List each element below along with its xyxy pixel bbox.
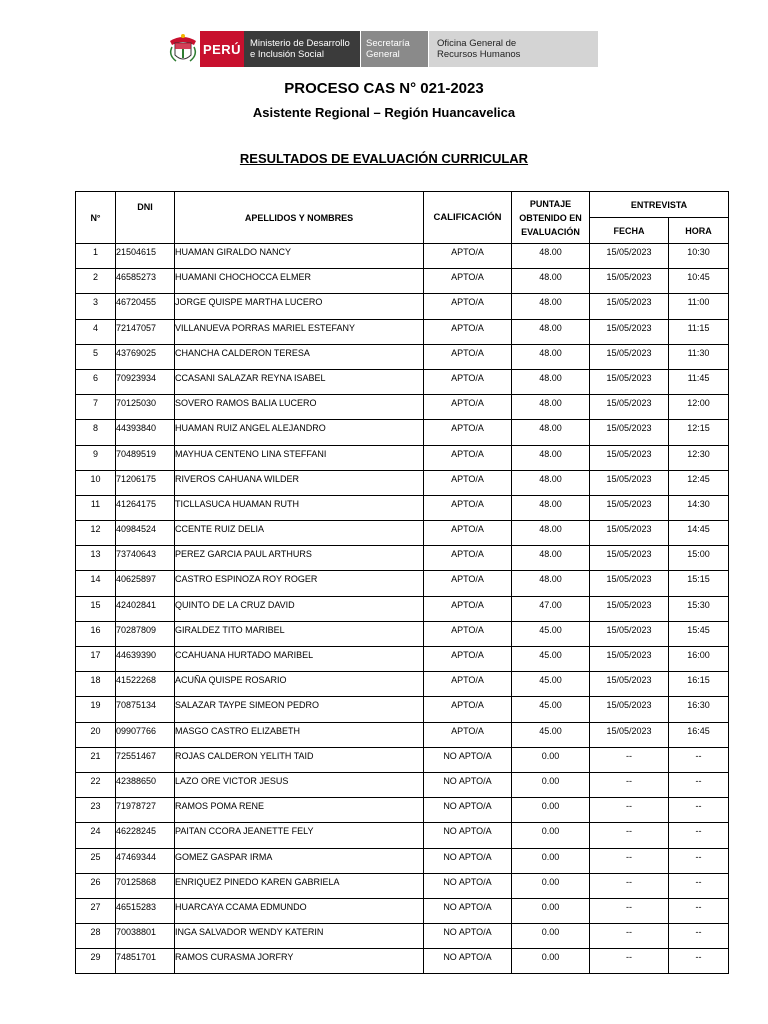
table-row [76,420,729,445]
row-hora: 11:30 [669,344,729,369]
row-hora: 12:45 [669,470,729,495]
row-fecha: 15/05/2023 [590,672,669,697]
row-number: 3 [76,294,116,319]
row-fecha: 15/05/2023 [590,596,669,621]
logo-ministry [244,31,360,67]
table-row [76,747,729,772]
table-row [76,848,729,873]
logo-peru: PERÚ [200,31,244,67]
row-number: 21 [76,747,116,772]
row-dni: 70287809 [116,621,175,646]
row-number: 28 [76,924,116,949]
row-hora: 14:45 [669,521,729,546]
row-number: 27 [76,898,116,923]
row-fecha: 15/05/2023 [590,319,669,344]
row-hora: -- [669,873,729,898]
logo-oficina [428,31,598,67]
table-row [76,344,729,369]
row-name: CCASANI SALAZAR REYNA ISABEL [175,369,424,394]
header-logo-bar [166,31,598,67]
row-hora: 14:30 [669,495,729,520]
row-dni: 09907766 [116,722,175,747]
table-row [76,369,729,394]
row-calificacion: APTO/A [424,269,512,294]
row-fecha: -- [590,772,669,797]
row-fecha: -- [590,898,669,923]
row-calificacion: APTO/A [424,697,512,722]
row-name: INGA SALVADOR WENDY KATERIN [175,924,424,949]
row-number: 10 [76,470,116,495]
row-puntaje: 45.00 [512,621,590,646]
row-calificacion: APTO/A [424,546,512,571]
row-hora: -- [669,823,729,848]
row-dni: 46515283 [116,898,175,923]
row-name: CCENTE RUIZ DELIA [175,521,424,546]
row-name: CHANCHA CALDERON TERESA [175,344,424,369]
row-calificacion: NO APTO/A [424,772,512,797]
row-hora: 16:30 [669,697,729,722]
table-row [76,521,729,546]
table-row [76,672,729,697]
row-hora: -- [669,949,729,974]
row-hora: -- [669,798,729,823]
table-row [76,924,729,949]
row-name: HUAMAN GIRALDO NANCY [175,244,424,269]
header-name: APELLIDOS Y NOMBRES [175,192,424,244]
ministry-line-1: Ministerio de Desarrollo [250,38,350,49]
row-hora: 15:15 [669,571,729,596]
row-number: 26 [76,873,116,898]
table-row [76,244,729,269]
row-dni: 74851701 [116,949,175,974]
row-name: LAZO ORE VICTOR JESUS [175,772,424,797]
row-dni: 70923934 [116,369,175,394]
row-calificacion: APTO/A [424,445,512,470]
row-hora: 11:45 [669,369,729,394]
row-fecha: -- [590,848,669,873]
table-row [76,395,729,420]
row-puntaje: 48.00 [512,319,590,344]
table-row [76,470,729,495]
table-row [76,445,729,470]
row-number: 20 [76,722,116,747]
row-hora: 15:30 [669,596,729,621]
row-calificacion: APTO/A [424,722,512,747]
table-row [76,596,729,621]
row-number: 25 [76,848,116,873]
table-row [76,798,729,823]
row-hora: 12:15 [669,420,729,445]
row-puntaje: 47.00 [512,596,590,621]
row-dni: 40984524 [116,521,175,546]
row-hora: -- [669,747,729,772]
row-puntaje: 0.00 [512,772,590,797]
header-calificacion: CALIFICACIÓN [424,192,512,244]
table-row [76,621,729,646]
row-name: SOVERO RAMOS BALIA LUCERO [175,395,424,420]
row-puntaje: 45.00 [512,697,590,722]
row-name: TICLLASUCA HUAMAN RUTH [175,495,424,520]
row-calificacion: NO APTO/A [424,924,512,949]
row-dni: 73740643 [116,546,175,571]
row-number: 4 [76,319,116,344]
row-dni: 46585273 [116,269,175,294]
row-dni: 21504615 [116,244,175,269]
row-name: ROJAS CALDERON YELITH TAID [175,747,424,772]
row-dni: 71978727 [116,798,175,823]
row-hora: -- [669,772,729,797]
table-row [76,571,729,596]
table-row [76,294,729,319]
row-puntaje: 48.00 [512,495,590,520]
row-number: 11 [76,495,116,520]
secretaria-line-1: Secretaría [366,38,410,49]
peru-coat-of-arms-icon [166,31,200,67]
table-row [76,495,729,520]
row-dni: 46228245 [116,823,175,848]
row-puntaje: 0.00 [512,898,590,923]
table-row [76,873,729,898]
row-calificacion: APTO/A [424,244,512,269]
table-row [76,269,729,294]
row-calificacion: NO APTO/A [424,949,512,974]
row-number: 24 [76,823,116,848]
row-fecha: 15/05/2023 [590,445,669,470]
row-hora: 10:45 [669,269,729,294]
row-name: VILLANUEVA PORRAS MARIEL ESTEFANY [175,319,424,344]
row-hora: -- [669,924,729,949]
oficina-line-2: Recursos Humanos [437,49,521,60]
row-calificacion: APTO/A [424,495,512,520]
row-calificacion: APTO/A [424,521,512,546]
row-fecha: -- [590,924,669,949]
row-puntaje: 48.00 [512,369,590,394]
row-fecha: 15/05/2023 [590,722,669,747]
page-subtitle: Asistente Regional – Región Huancavelica [252,105,516,120]
row-name: PAITAN CCORA JEANETTE FELY [175,823,424,848]
row-puntaje: 48.00 [512,470,590,495]
row-fecha: 15/05/2023 [590,244,669,269]
row-calificacion: NO APTO/A [424,848,512,873]
table-row [76,647,729,672]
row-name: QUINTO DE LA CRUZ DAVID [175,596,424,621]
header-entrevista: ENTREVISTA [590,192,729,218]
row-calificacion: NO APTO/A [424,873,512,898]
header-hora: HORA [669,218,729,244]
row-fecha: 15/05/2023 [590,621,669,646]
row-number: 29 [76,949,116,974]
oficina-line-1: Oficina General de [437,38,517,49]
row-name: HUAMAN RUIZ ANGEL ALEJANDRO [175,420,424,445]
header-puntaje-line-1: PUNTAJE [529,198,572,209]
row-fecha: 15/05/2023 [590,470,669,495]
row-fecha: -- [590,823,669,848]
row-puntaje: 48.00 [512,420,590,445]
row-fecha: -- [590,873,669,898]
row-dni: 41522268 [116,672,175,697]
row-hora: 15:45 [669,621,729,646]
row-number: 23 [76,798,116,823]
table-row [76,823,729,848]
header-puntaje [512,192,590,244]
row-puntaje: 48.00 [512,294,590,319]
row-name: CCAHUANA HURTADO MARIBEL [175,647,424,672]
row-puntaje: 45.00 [512,647,590,672]
table-row [76,898,729,923]
row-calificacion: APTO/A [424,369,512,394]
row-fecha: -- [590,798,669,823]
row-puntaje: 0.00 [512,949,590,974]
row-dni: 71206175 [116,470,175,495]
table-row [76,546,729,571]
row-calificacion: APTO/A [424,672,512,697]
row-hora: 16:15 [669,672,729,697]
row-puntaje: 45.00 [512,722,590,747]
page-title: PROCESO CAS N° 021-2023 [284,80,484,97]
row-puntaje: 48.00 [512,244,590,269]
row-fecha: -- [590,747,669,772]
row-calificacion: NO APTO/A [424,747,512,772]
row-name: MAYHUA CENTENO LINA STEFFANI [175,445,424,470]
logo-secretaria [360,31,428,67]
row-puntaje: 45.00 [512,672,590,697]
row-fecha: 15/05/2023 [590,571,669,596]
row-puntaje: 48.00 [512,269,590,294]
table-row [76,772,729,797]
table-row [76,722,729,747]
table-row [76,697,729,722]
row-fecha: -- [590,949,669,974]
row-name: CASTRO ESPINOZA ROY ROGER [175,571,424,596]
row-puntaje: 48.00 [512,546,590,571]
row-puntaje: 48.00 [512,445,590,470]
row-number: 1 [76,244,116,269]
row-fecha: 15/05/2023 [590,420,669,445]
secretaria-line-2: General [366,49,400,60]
row-hora: 12:00 [669,395,729,420]
header-puntaje-line-2: OBTENIDO EN [519,212,582,223]
section-title: RESULTADOS DE EVALUACIÓN CURRICULAR [239,151,529,166]
row-puntaje: 48.00 [512,344,590,369]
row-calificacion: APTO/A [424,571,512,596]
row-number: 7 [76,395,116,420]
row-dni: 41264175 [116,495,175,520]
row-fecha: 15/05/2023 [590,395,669,420]
row-fecha: 15/05/2023 [590,369,669,394]
row-hora: 11:00 [669,294,729,319]
row-name: RAMOS POMA RENE [175,798,424,823]
row-calificacion: APTO/A [424,596,512,621]
row-calificacion: APTO/A [424,647,512,672]
row-name: ENRIQUEZ PINEDO KAREN GABRIELA [175,873,424,898]
row-calificacion: NO APTO/A [424,798,512,823]
row-puntaje: 0.00 [512,798,590,823]
row-fecha: 15/05/2023 [590,647,669,672]
row-hora: 16:45 [669,722,729,747]
row-fecha: 15/05/2023 [590,294,669,319]
row-hora: 10:30 [669,244,729,269]
row-dni: 46720455 [116,294,175,319]
row-calificacion: APTO/A [424,344,512,369]
row-puntaje: 48.00 [512,395,590,420]
row-name: GOMEZ GASPAR IRMA [175,848,424,873]
row-name: HUARCAYA CCAMA EDMUNDO [175,898,424,923]
row-number: 13 [76,546,116,571]
row-dni: 40625897 [116,571,175,596]
table-row [76,949,729,974]
row-fecha: 15/05/2023 [590,269,669,294]
row-number: 6 [76,369,116,394]
row-name: ACUÑA QUISPE ROSARIO [175,672,424,697]
row-dni: 70125868 [116,873,175,898]
row-puntaje: 0.00 [512,747,590,772]
row-number: 18 [76,672,116,697]
row-puntaje: 0.00 [512,924,590,949]
row-name: GIRALDEZ TITO MARIBEL [175,621,424,646]
row-number: 14 [76,571,116,596]
row-puntaje: 48.00 [512,571,590,596]
row-dni: 44393840 [116,420,175,445]
row-fecha: 15/05/2023 [590,697,669,722]
row-calificacion: NO APTO/A [424,823,512,848]
row-fecha: 15/05/2023 [590,495,669,520]
header-num: N° [76,192,116,244]
row-calificacion: APTO/A [424,621,512,646]
row-dni: 72551467 [116,747,175,772]
row-dni: 42402841 [116,596,175,621]
row-hora: 15:00 [669,546,729,571]
row-number: 8 [76,420,116,445]
row-fecha: 15/05/2023 [590,344,669,369]
row-calificacion: APTO/A [424,319,512,344]
row-hora: 16:00 [669,647,729,672]
row-number: 17 [76,647,116,672]
row-dni: 70489519 [116,445,175,470]
row-puntaje: 0.00 [512,823,590,848]
row-name: JORGE QUISPE MARTHA LUCERO [175,294,424,319]
row-dni: 70125030 [116,395,175,420]
header-puntaje-line-3: EVALUACIÓN [521,226,580,237]
row-name: PEREZ GARCIA PAUL ARTHURS [175,546,424,571]
row-fecha: 15/05/2023 [590,546,669,571]
row-hora: 11:15 [669,319,729,344]
row-puntaje: 48.00 [512,521,590,546]
header-fecha: FECHA [590,218,669,244]
row-number: 9 [76,445,116,470]
row-dni: 43769025 [116,344,175,369]
row-name: HUAMANI CHOCHOCCA ELMER [175,269,424,294]
row-calificacion: APTO/A [424,420,512,445]
row-calificacion: APTO/A [424,470,512,495]
row-dni: 47469344 [116,848,175,873]
row-dni: 44639390 [116,647,175,672]
ministry-line-2: e Inclusión Social [250,49,324,60]
row-hora: -- [669,848,729,873]
results-table [75,191,729,974]
row-number: 15 [76,596,116,621]
row-puntaje: 0.00 [512,848,590,873]
row-puntaje: 0.00 [512,873,590,898]
row-fecha: 15/05/2023 [590,521,669,546]
table-row [76,319,729,344]
results-table-body [76,244,729,974]
row-name: RIVEROS CAHUANA WILDER [175,470,424,495]
header-dni: DNI [116,192,175,244]
row-dni: 70038801 [116,924,175,949]
row-dni: 72147057 [116,319,175,344]
row-number: 22 [76,772,116,797]
row-dni: 42388650 [116,772,175,797]
row-calificacion: APTO/A [424,294,512,319]
row-dni: 70875134 [116,697,175,722]
row-name: SALAZAR TAYPE SIMEON PEDRO [175,697,424,722]
row-number: 16 [76,621,116,646]
row-calificacion: APTO/A [424,395,512,420]
row-number: 5 [76,344,116,369]
row-calificacion: NO APTO/A [424,898,512,923]
row-number: 19 [76,697,116,722]
row-hora: 12:30 [669,445,729,470]
row-name: RAMOS CURASMA JORFRY [175,949,424,974]
row-number: 2 [76,269,116,294]
row-number: 12 [76,521,116,546]
row-name: MASGO CASTRO ELIZABETH [175,722,424,747]
row-hora: -- [669,898,729,923]
